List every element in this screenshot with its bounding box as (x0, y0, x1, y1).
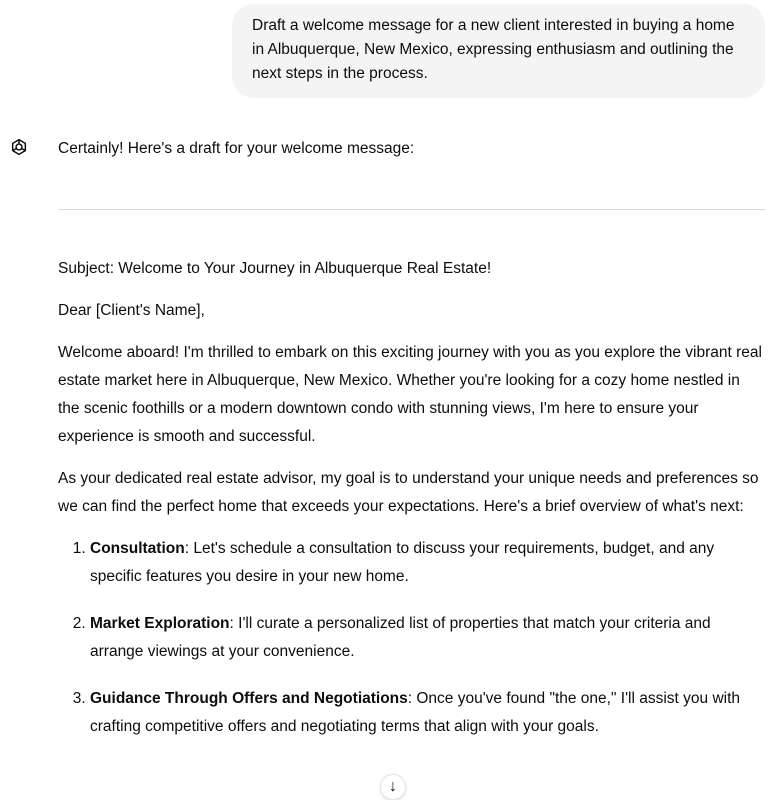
step-title: Guidance Through Offers and Negotiations (90, 690, 408, 707)
openai-logo-icon (8, 136, 30, 158)
arrow-down-icon: ↓ (389, 778, 397, 795)
divider (58, 209, 765, 210)
list-item (90, 535, 763, 591)
assistant-message (58, 134, 763, 760)
email-greeting: Dear [Client's Name], (58, 302, 205, 319)
scroll-to-bottom-button[interactable] (380, 774, 406, 800)
step-text: : Let's schedule a consultation to discuss your requirements, budget, and any specific features you desire in your new home. (90, 540, 715, 585)
step-text: : I'll curate a personalized list of properties that match your criteria and arrange viewings at your convenience. (90, 615, 711, 660)
list-item (90, 685, 763, 741)
next-steps-list (58, 535, 763, 741)
step-title: Market Exploration (90, 615, 230, 632)
email-subject: Subject: Welcome to Your Journey in Albuquerque Real Estate! (58, 260, 492, 277)
step-text: : Once you've found "the one," I'll assist you with crafting competitive offers and negotiating terms that align with your goals. (90, 690, 741, 735)
list-item (90, 610, 763, 666)
assistant-intro: Certainly! Here's a draft for your welcome message: (58, 140, 415, 157)
user-message-text: Draft a welcome message for a new client interested in buying a home in Albuquerque, New Mexico, expressing enthusiasm and outlining the next steps in the process. (252, 17, 735, 82)
user-message-bubble (232, 4, 765, 98)
email-paragraph-1: Welcome aboard! I'm thrilled to embark on this exciting journey with you as you explore the vibrant real estate market here in Albuquerque, New Mexico. Whether you're looking for a cozy home nestled in the scenic foothills or a modern downtown condo with stunning views, I'm here to ensure your experience is smooth and successful. (58, 344, 762, 445)
draft-message (58, 255, 763, 741)
email-paragraph-2: As your dedicated real estate advisor, my goal is to understand your unique needs and preferences so we can find the perfect home that exceeds your expectations. Here's a brief overview of what's next: (58, 470, 759, 515)
step-title: Consultation (90, 540, 185, 557)
